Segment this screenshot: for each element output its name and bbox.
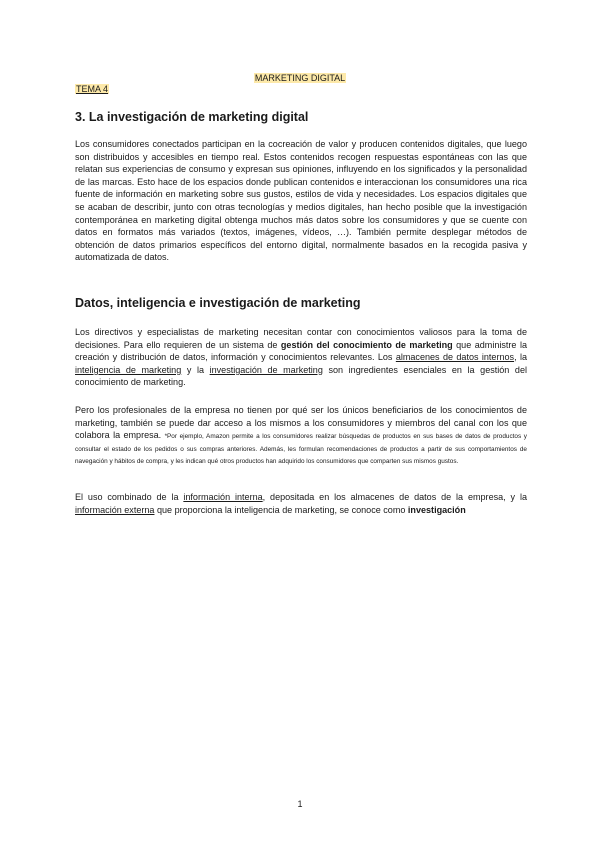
underlined-term-almacenes: almacenes de datos internos <box>395 352 515 363</box>
text-run: son ingredientes esenciales en la gestión del conocimiento de marketing. <box>75 364 527 388</box>
paragraph-consumidores: Los consumidores conectados participan en la cocreación de valor y producen contenidos digitales, que luego son distribuidos y accesibles en tiempo real. Estos contenidos recogen respuestas espontáneas con las que relatan sus experiencias de consumo y expresan sus opiniones, influyendo en los significados y la personalidad de las marcas. Esto hace de los espacios donde publican contenidos e interaccionan los consumidores una rica fuente de información en marketing sobre sus gustos, estilos de vida y necesidades. Los espacios digitales que se acaban de describir, junto con otras tecnologías y medios digitales, han hecho posible que la investigación contemporánea en marketing digital obtenga muchos más datos sobre los consumidores y que se cuente con datos en formatos más variados (textos, imágenes, vídeos, …). También permite desplegar métodos de obtención de datos primarios específicos del entorno digital, normalmente basados en la recogida pasiva y automatizada de datos. <box>75 139 527 263</box>
paragraph-directivos <box>75 326 527 389</box>
page-number: 1 <box>297 799 303 809</box>
text-run: , depositada en los almacenes de datos de la empresa, y la <box>262 492 527 502</box>
bold-term-investigacion: investigación <box>407 504 466 515</box>
text-run: Pero los profesionales de la empresa no tienen por qué ser los únicos beneficiarios de los conocimientos de marketing, también se puede dar acceso a los mismos a los consumidores y miembros del canal con los que colabora la empresa. <box>75 405 527 441</box>
paragraph-profesionales <box>75 404 527 467</box>
text-run: Los directivos y especialistas de marketing necesitan contar con conocimientos valiosos para la toma de decisiones. Para ello requieren de un sistema de <box>75 327 527 350</box>
section-heading-datos: Datos, inteligencia e investigación de marketing <box>75 296 361 310</box>
text-run: que administre la creación y distribución de datos, información y conocimientos relevantes. Los <box>75 339 527 363</box>
text-run: y la <box>181 364 210 375</box>
tema-label: TEMA 4 <box>76 84 109 94</box>
text-run: , la <box>514 352 528 363</box>
underlined-term-info-externa: información externa <box>75 504 155 515</box>
text-run: que proporciona la inteligencia de marketing, se conoce como <box>154 504 408 515</box>
text-run: El uso combinado de la <box>75 492 184 502</box>
document-header <box>0 73 600 84</box>
amazon-example-note: *Por ejemplo, Amazon permite a los consumidores realizar búsquedas de productos en sus bases de datos de productos y consultar el estado de los pedidos o sus compras anteriores. Además, les formulan recomendaciones de productos a partir de sus comportamientos de navegación y hábitos de compra, y les indican qué otros productos han adquirido los consumidores que comparten sus mismos gustos. <box>75 433 527 466</box>
underlined-term-investigacion: investigación de marketing <box>209 364 323 375</box>
topic-label <box>75 84 109 95</box>
underlined-term-inteligencia: inteligencia de marketing <box>75 364 182 375</box>
underlined-term-info-interna: información interna <box>183 492 263 502</box>
document-title: MARKETING DIGITAL <box>254 73 346 83</box>
section-heading-investigacion: 3. La investigación de marketing digital <box>75 110 309 124</box>
bold-term-gestion: gestión del conocimiento de marketing <box>280 339 453 350</box>
paragraph-uso-combinado <box>75 491 527 516</box>
